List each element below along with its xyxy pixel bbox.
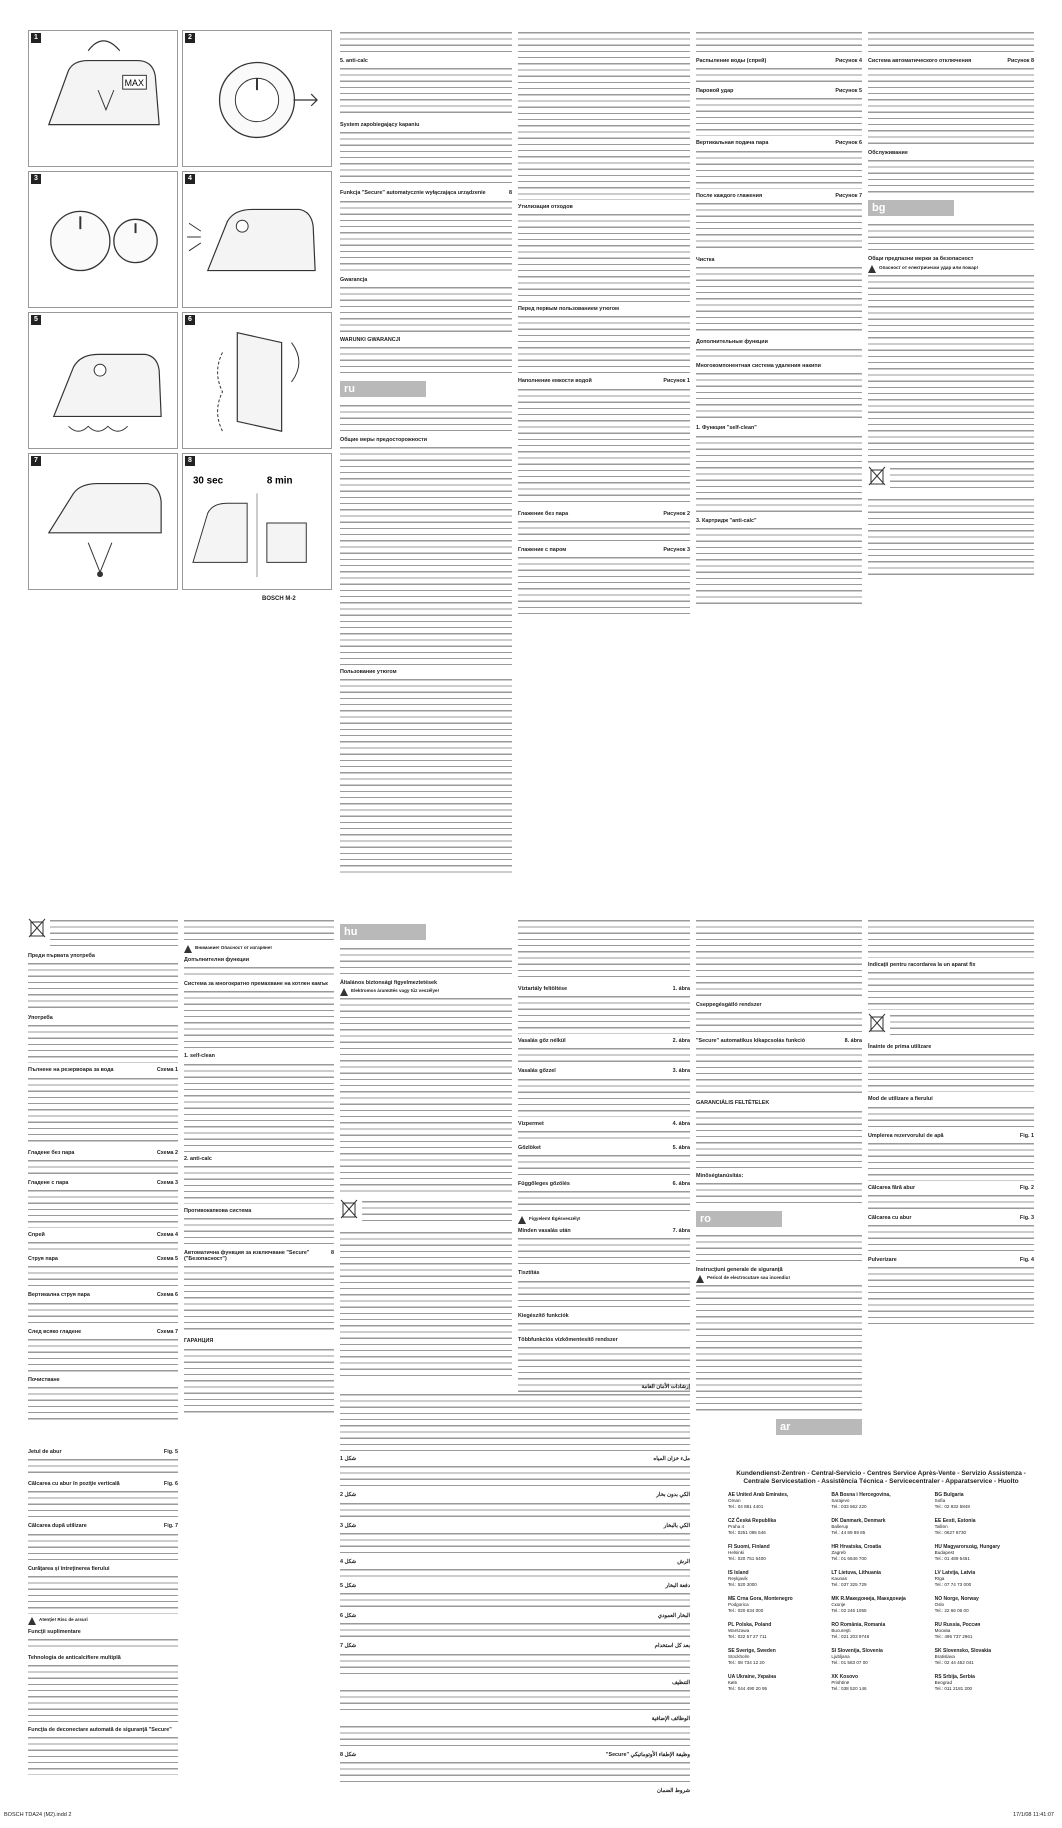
service-phone: Tel.: 08 734 12 20 bbox=[728, 1660, 765, 1665]
service-city: Ljubljana bbox=[831, 1654, 850, 1659]
heading-bg-first-use: Преди първата употреба bbox=[28, 953, 95, 959]
figure-number: 4 bbox=[185, 174, 195, 184]
service-city: Київ bbox=[728, 1680, 737, 1685]
heading-ar-safety: إرشادات الأمان العامة bbox=[641, 1384, 690, 1390]
service-country: BA Bosna i Hercegovina, bbox=[831, 1492, 891, 1498]
service-phone: Tel.: 044 490 20 95 bbox=[728, 1686, 768, 1691]
heading-ro-steam: Călcarea cu abur Fig. 3 bbox=[868, 1215, 1034, 1222]
heading-ru-shot: Паровой удар Рисунок 5 bbox=[696, 88, 862, 95]
heading-ar-secure: وظيفة الإطفاء الأوتوماتيكي "Secure" شكل 8 bbox=[340, 1752, 690, 1759]
bottom-row bbox=[28, 918, 1034, 1798]
heading-bg-safety: Общи предпазни мерки за безопасност bbox=[868, 256, 974, 263]
service-city: Скопје bbox=[831, 1602, 846, 1607]
figure-number: 7 bbox=[31, 456, 41, 466]
service-phone: Tel.: 02 932 5848 bbox=[934, 1504, 970, 1509]
heading-ar-after: بعد كل استخدام شكل 7 bbox=[340, 1643, 690, 1650]
service-country: SE Sverige, Sweden bbox=[728, 1648, 776, 1654]
heading-ru-calcn: 3. Картридж "anti-calc" bbox=[696, 517, 757, 524]
footer-timestamp: 17/1/08 11:41:07 bbox=[1013, 1812, 1054, 1818]
temperature-dial-illustration bbox=[29, 172, 177, 307]
heading-ro-clean: Curăţarea și întreţinerea fierului bbox=[28, 1565, 110, 1572]
service-city: Stockholm bbox=[728, 1654, 750, 1659]
heading-bg-calc: Система за многократно премахване на котлен камък bbox=[184, 981, 328, 988]
service-city: Sofia bbox=[934, 1498, 946, 1503]
heading-bg-dry: Гладене без пара Схема 2 bbox=[28, 1149, 178, 1156]
service-country: RO România, Romania bbox=[831, 1622, 886, 1628]
figure-4 bbox=[182, 171, 332, 308]
heading-ar-steam: الكي بالبخار شكل 3 bbox=[340, 1522, 690, 1529]
vertical-steam-illustration bbox=[183, 313, 331, 448]
heading-hu-fill: Víztartály feltöltése 1. ábra bbox=[518, 986, 690, 992]
bg-recycle-2 bbox=[28, 918, 178, 949]
heading-ru-obs: Обслуживание bbox=[868, 150, 908, 157]
figure-6 bbox=[182, 312, 332, 449]
auto-off-illustration bbox=[183, 454, 331, 589]
heading-ro-fill: Umplerea rezervorului de apă Fig. 1 bbox=[868, 1132, 1034, 1139]
heading-bg-shot: Струя пара Схема 5 bbox=[28, 1256, 178, 1263]
service-phone: Tel.: 021 203 9748 bbox=[831, 1634, 870, 1639]
crossed-bin-icon bbox=[868, 1013, 886, 1033]
heading-ru-use: Пользование утюгом bbox=[340, 669, 397, 676]
figure-2 bbox=[182, 30, 332, 167]
column-ro-2 bbox=[868, 918, 1034, 1798]
service-phone: Tel.: 020 751 6400 bbox=[728, 1556, 766, 1561]
heading-ar-dry: الكي بدون بخار شكل 2 bbox=[340, 1492, 690, 1499]
heading-bg-spray: Спрей Схема 4 bbox=[28, 1232, 178, 1239]
service-city: Москва bbox=[934, 1628, 951, 1633]
figure-number: 3 bbox=[31, 174, 41, 184]
service-country: LT Lietuva, Lithuania bbox=[831, 1570, 881, 1576]
crossed-bin-icon bbox=[28, 918, 46, 938]
heading-ro-calc: Tehnologia de anticalcifiere multiplă bbox=[28, 1655, 121, 1662]
service-phone: Tel.: 520 3000 bbox=[728, 1582, 757, 1587]
service-country: HR Hrvatska, Croatia bbox=[831, 1544, 882, 1550]
service-phone: Tel.: 495 737 2961 bbox=[934, 1634, 973, 1639]
bg-warning: Опасност от електрически удар или пожар! bbox=[868, 265, 1034, 273]
heading-ru-before: Перед первым пользованием утюгом bbox=[518, 306, 619, 313]
service-city: Podgorica bbox=[728, 1602, 749, 1607]
lang-tab-ar: ar bbox=[776, 1419, 862, 1435]
heading-ru-clean: Чистка bbox=[696, 256, 715, 263]
service-country: SI Slovenija, Slovenia bbox=[831, 1648, 883, 1654]
heading-hu-safety: Általános biztonsági figyelmeztetések bbox=[340, 980, 438, 986]
service-country: RS Srbija, Serbia bbox=[934, 1674, 975, 1680]
time-label-8min: 8 min bbox=[266, 475, 293, 487]
heading-ro-vert: Călcarea cu abur în poziţie verticală Fig. 6 bbox=[28, 1481, 178, 1488]
figure-number: 5 bbox=[31, 315, 41, 325]
heading-bg-vertical: Вертикална струя пара Схема 6 bbox=[28, 1292, 178, 1299]
crossed-bin-icon bbox=[340, 1199, 358, 1219]
lang-tab-hu: hu bbox=[340, 924, 426, 940]
service-city: Beograd bbox=[934, 1680, 953, 1685]
illustration-column bbox=[28, 30, 334, 910]
service-phone: Tel.: 0627 8730 bbox=[934, 1530, 967, 1535]
service-title: Kundendienst-Zentren - Central-Servicio - Centres Service Après-Vente - Servizio Assistenza - Centrale Servicestation - Assistência Técnica - Servicecentraler - Apparatservice - Huolto bbox=[736, 1470, 1026, 1485]
service-city: Ballerup bbox=[831, 1524, 849, 1529]
ro-burn-warning: Atenţie! Risc de arsuri bbox=[28, 1617, 178, 1625]
heading-hu-extra: Kiegészítő funkciók bbox=[518, 1312, 569, 1319]
heading-bg-secure: Автоматична функция за изключване "Secure" ("Безопасност") 8 bbox=[184, 1250, 334, 1263]
heading-bg-clean: Почистване bbox=[28, 1376, 60, 1383]
heading-ar-cond: شروط الضمان bbox=[656, 1788, 690, 1795]
max-label: MAX bbox=[124, 78, 144, 89]
service-country: BG Bulgaria bbox=[934, 1492, 964, 1498]
heading-hu-drip: Cseppegésgátló rendszer bbox=[696, 1002, 762, 1008]
heading-warranty-terms: WARUNKI GWARANCJI bbox=[340, 336, 401, 343]
service-phone: Tel.: 011 2181 200 bbox=[934, 1686, 973, 1691]
heading-ru-self: 1. Функция "self-clean" bbox=[696, 425, 757, 432]
spray-illustration bbox=[183, 172, 331, 307]
service-country: ME Crna Gora, Montenegro bbox=[728, 1596, 793, 1602]
heading-ru-after: После каждого глажения Рисунок 7 bbox=[696, 192, 862, 199]
service-phone: Tel.: 038 520 146 bbox=[831, 1686, 867, 1691]
column-ar bbox=[340, 1380, 690, 1798]
service-country: NO Norge, Norway bbox=[934, 1596, 979, 1602]
heading-ro-dry: Călcarea fără abur Fig. 2 bbox=[868, 1184, 1034, 1191]
column-ru-2 bbox=[518, 30, 690, 910]
heading-ru-warn: Общие меры предосторожности bbox=[340, 437, 428, 444]
heading-hu-dry: Vasalás gőz nélkül 2. ábra bbox=[518, 1038, 690, 1045]
figure-3 bbox=[28, 171, 178, 308]
heading-hu-guarantee: GARANCIÁLIS FELTÉTELEK bbox=[696, 1100, 770, 1107]
service-city: Prishtinë bbox=[831, 1680, 850, 1685]
hu-burn-warning: Figyelem! Égésveszély! bbox=[518, 1216, 690, 1224]
service-city: Oman bbox=[728, 1498, 741, 1503]
column-ru-4 bbox=[868, 30, 1034, 910]
service-phone: Tel.: 037 325 729 bbox=[831, 1582, 867, 1587]
steam-shot-illustration bbox=[29, 313, 177, 448]
service-city: Zagreb bbox=[831, 1550, 846, 1555]
service-country: PL Polska, Poland bbox=[728, 1622, 772, 1628]
bg-recycle-notice bbox=[868, 466, 1034, 493]
heading-ro-extra: Funcţii suplimentare bbox=[28, 1628, 81, 1635]
heading-bg-after: След всяко гладене Схема 7 bbox=[28, 1328, 178, 1335]
service-country: CZ Česká Republika bbox=[728, 1518, 777, 1524]
service-country: IS Island bbox=[728, 1570, 749, 1576]
service-phone: Tel.: 02 246 1055 bbox=[831, 1608, 867, 1613]
footer-file: BOSCH TDA24 (M2).indd 2 bbox=[4, 1812, 72, 1818]
heading-ro-use: Mod de utilizare a fierului bbox=[868, 1096, 933, 1103]
heading-ro-after: Călcarea după utilizare Fig. 7 bbox=[28, 1523, 178, 1530]
service-country: XK Kosovo bbox=[831, 1674, 858, 1680]
service-country: DK Danmark, Denmark bbox=[831, 1518, 886, 1524]
service-phone: Tel.: 04 881 4401 bbox=[728, 1504, 764, 1509]
time-label-30sec: 30 sec bbox=[192, 475, 224, 487]
service-city: Oslo bbox=[934, 1602, 945, 1607]
lang-tab-bg: bg bbox=[868, 200, 954, 216]
service-city: Praha 4 bbox=[728, 1524, 745, 1529]
hu-warning: Elektromos áramütés vagy tűz veszélye! bbox=[340, 988, 512, 996]
heading-drip: System zapobiegający kapaniu bbox=[340, 122, 420, 129]
service-country: LV Latvija, Latvia bbox=[934, 1570, 976, 1576]
service-phone: Tel.: 0251 095 546 bbox=[728, 1530, 766, 1535]
ro-warning: Pericol de electrocutare sau incendiu! bbox=[696, 1275, 862, 1283]
heading-ro-first: Înainte de prima utilizare bbox=[868, 1044, 932, 1051]
lang-tab-ru: ru bbox=[340, 381, 426, 397]
heading-ru-dry: Глажение без пара Рисунок 2 bbox=[518, 510, 690, 517]
heading-hu-steam: Vasalás gőzzel 3. ábra bbox=[518, 1068, 690, 1075]
heading-ar-spray: الرش شكل 4 bbox=[340, 1558, 690, 1565]
heading-ro-auto: Funcţia de deconectare automată de siguranţă "Secure" bbox=[28, 1727, 172, 1734]
warning-triangle-icon bbox=[696, 1275, 704, 1283]
heading-ar-extra: الوظائف الإضافية bbox=[651, 1715, 690, 1722]
heading-ar-clean: التنظيف bbox=[671, 1679, 690, 1686]
service-phone: Tel.: 01 583 07 00 bbox=[831, 1660, 868, 1665]
top-row bbox=[28, 30, 1034, 910]
service-city: Tallinn bbox=[934, 1524, 948, 1529]
service-city: Helsinki bbox=[728, 1550, 745, 1555]
empty-tank-illustration bbox=[29, 454, 177, 589]
service-country: SK Slovensko, Slovakia bbox=[934, 1648, 992, 1654]
heading-bg-anti: 2. anti-calc bbox=[184, 1155, 212, 1162]
heading-ru-fill: Наполнение емкости водой Рисунок 1 bbox=[518, 378, 690, 385]
column-hu-3 bbox=[696, 918, 862, 1798]
heading-ru-calc: Многокомпонентная система удаления накипи bbox=[696, 363, 821, 370]
heading-ru-auto-sys: Система автоматического отключения Рисунок 8 bbox=[868, 58, 1034, 64]
service-phone: Tel.: 22 66 06 00 bbox=[934, 1608, 969, 1613]
service-city: Kaunas bbox=[831, 1576, 847, 1581]
service-phone: Tel.: 01 489 5461 bbox=[934, 1556, 970, 1561]
service-city: Bratislava bbox=[934, 1654, 955, 1659]
heading-ro-spray: Jetul de abur Fig. 5 bbox=[28, 1449, 178, 1456]
service-country: UA Ukraine, Україна bbox=[728, 1674, 777, 1680]
service-country: MK R.Македонија, Македонија bbox=[831, 1596, 906, 1602]
service-country: EE Eesti, Estonia bbox=[934, 1518, 976, 1524]
bg-burn-warning: Внимание! Опасност от изгаряне! bbox=[184, 945, 334, 953]
warning-triangle-icon bbox=[518, 1216, 526, 1224]
ro-recycle bbox=[868, 1013, 1034, 1040]
figure-1 bbox=[28, 30, 178, 167]
crossed-bin-icon bbox=[868, 466, 886, 486]
figure-number: 2 bbox=[185, 33, 195, 43]
service-phone: Tel.: 07 74 73 000 bbox=[934, 1582, 972, 1587]
figure-number: 6 bbox=[185, 315, 195, 325]
heading-hu-after: Minden vasalás után 7. ábra bbox=[518, 1228, 690, 1235]
column-bg-1 bbox=[28, 918, 178, 1798]
heading-guarantee: Gwarancja bbox=[340, 276, 368, 283]
heading-hu-cert: Minőségtanúsítás: bbox=[696, 1172, 744, 1179]
heading-hu-vert: Függőleges gőzölés 6. ábra bbox=[518, 1181, 690, 1188]
service-phone: Tel.: 02 44 452 041 bbox=[934, 1660, 974, 1665]
column-ru-3 bbox=[696, 30, 862, 910]
service-phone: Tel.: 022 57 27 711 bbox=[728, 1634, 767, 1639]
service-city: Reykjavik bbox=[728, 1576, 748, 1581]
warning-triangle-icon bbox=[184, 945, 192, 953]
hu-recycle bbox=[340, 1199, 512, 1226]
illustration-grid bbox=[28, 30, 328, 590]
heading-hu-spray: Vízpermet 4. ábra bbox=[518, 1120, 690, 1127]
figure-7 bbox=[28, 453, 178, 590]
heading-hu-auto: "Secure" automatikus kikapcsolás funkció 8. ábra bbox=[696, 1038, 862, 1045]
dial-illustration bbox=[183, 31, 331, 166]
heading-bg-extra: Допълнителни функции bbox=[184, 957, 250, 963]
service-city: Warszawa bbox=[728, 1628, 750, 1633]
service-country: HU Magyarország, Hungary bbox=[934, 1544, 1000, 1550]
service-city: Bucureşti bbox=[831, 1628, 851, 1633]
warning-triangle-icon bbox=[868, 265, 876, 273]
column-bg-2 bbox=[184, 918, 334, 1798]
heading-ru-spray: Распыление воды (спрей) Рисунок 4 bbox=[696, 58, 862, 64]
figure-8 bbox=[182, 453, 332, 590]
heading-bg-steam: Гладене с пара Схема 3 bbox=[28, 1179, 178, 1186]
heading-ro-spray2: Pulverizare Fig. 4 bbox=[868, 1257, 1034, 1264]
lang-tab-ro: ro bbox=[696, 1211, 782, 1227]
service-phone: Tel.: 44 89 89 85 bbox=[831, 1530, 866, 1535]
heading-ru-waste: Утилизация отходов bbox=[518, 204, 573, 210]
heading-hu-shot: Gőzlöket 5. ábra bbox=[518, 1144, 690, 1151]
service-city: Rīga bbox=[934, 1576, 945, 1581]
heading-bg-guarantee: ГАРАНЦИЯ bbox=[184, 1338, 214, 1345]
service-city: Budapest bbox=[934, 1550, 955, 1555]
service-city: Sarajevo bbox=[831, 1498, 850, 1503]
service-country: AE United Arab Emirates, bbox=[728, 1492, 789, 1498]
warning-triangle-icon bbox=[340, 988, 348, 996]
heading-ar-fill: ملء خزان المياه شكل 1 bbox=[340, 1456, 690, 1463]
heading-ru-steam-iron: Глажение с паром Рисунок 3 bbox=[518, 546, 690, 553]
heading-ro-safety: Instrucţiuni generale de siguranţă bbox=[696, 1266, 783, 1273]
heading-bg-usage: Употреба bbox=[28, 1015, 53, 1022]
service-phone: Tel.: 01 6646 700 bbox=[831, 1556, 867, 1561]
heading-ar-vert: البخار العمودي شكل 6 bbox=[340, 1613, 690, 1620]
heading-ro-prep: Indicaţii pentru racordarea la un aparat fix bbox=[868, 962, 976, 968]
service-phone: Tel.: 020 634 000 bbox=[728, 1608, 764, 1613]
warning-triangle-icon bbox=[28, 1617, 36, 1625]
heading-bg-drip: Противокапкова система bbox=[184, 1207, 252, 1214]
heading-bg-self: 1. self-clean bbox=[184, 1053, 215, 1060]
heading-ru-extra: Дополнительные функции bbox=[696, 339, 768, 346]
heading-anticalc: 5. anti-calc bbox=[340, 58, 368, 64]
heading-auto-off: Funkcja "Secure" automatycznie wyłączająca urządzenie 8 bbox=[340, 190, 512, 197]
service-phone: Tel.: 033 562 220 bbox=[831, 1504, 867, 1509]
brand-code: BOSCH M-2 bbox=[262, 596, 296, 602]
iron-fill-illustration bbox=[29, 31, 177, 166]
heading-hu-clean: Tisztítás bbox=[518, 1270, 540, 1277]
heading-hu-calc: Többfunkciós vízkőmentesítő rendszer bbox=[518, 1336, 618, 1343]
figure-5 bbox=[28, 312, 178, 449]
heading-bg-fill: Пълнене на резервоара за вода Схема 1 bbox=[28, 1067, 178, 1074]
column-pl bbox=[340, 30, 512, 910]
heading-ru-vertical: Вертикальная подача пара Рисунок 6 bbox=[696, 140, 862, 147]
figure-number: 8 bbox=[185, 456, 195, 466]
service-country: FI Suomi, Finland bbox=[728, 1544, 770, 1550]
service-country: RU Russia, Россия bbox=[934, 1622, 981, 1628]
figure-number: 1 bbox=[31, 33, 41, 43]
heading-ar-shot: دفعة البخار شكل 5 bbox=[340, 1583, 690, 1590]
